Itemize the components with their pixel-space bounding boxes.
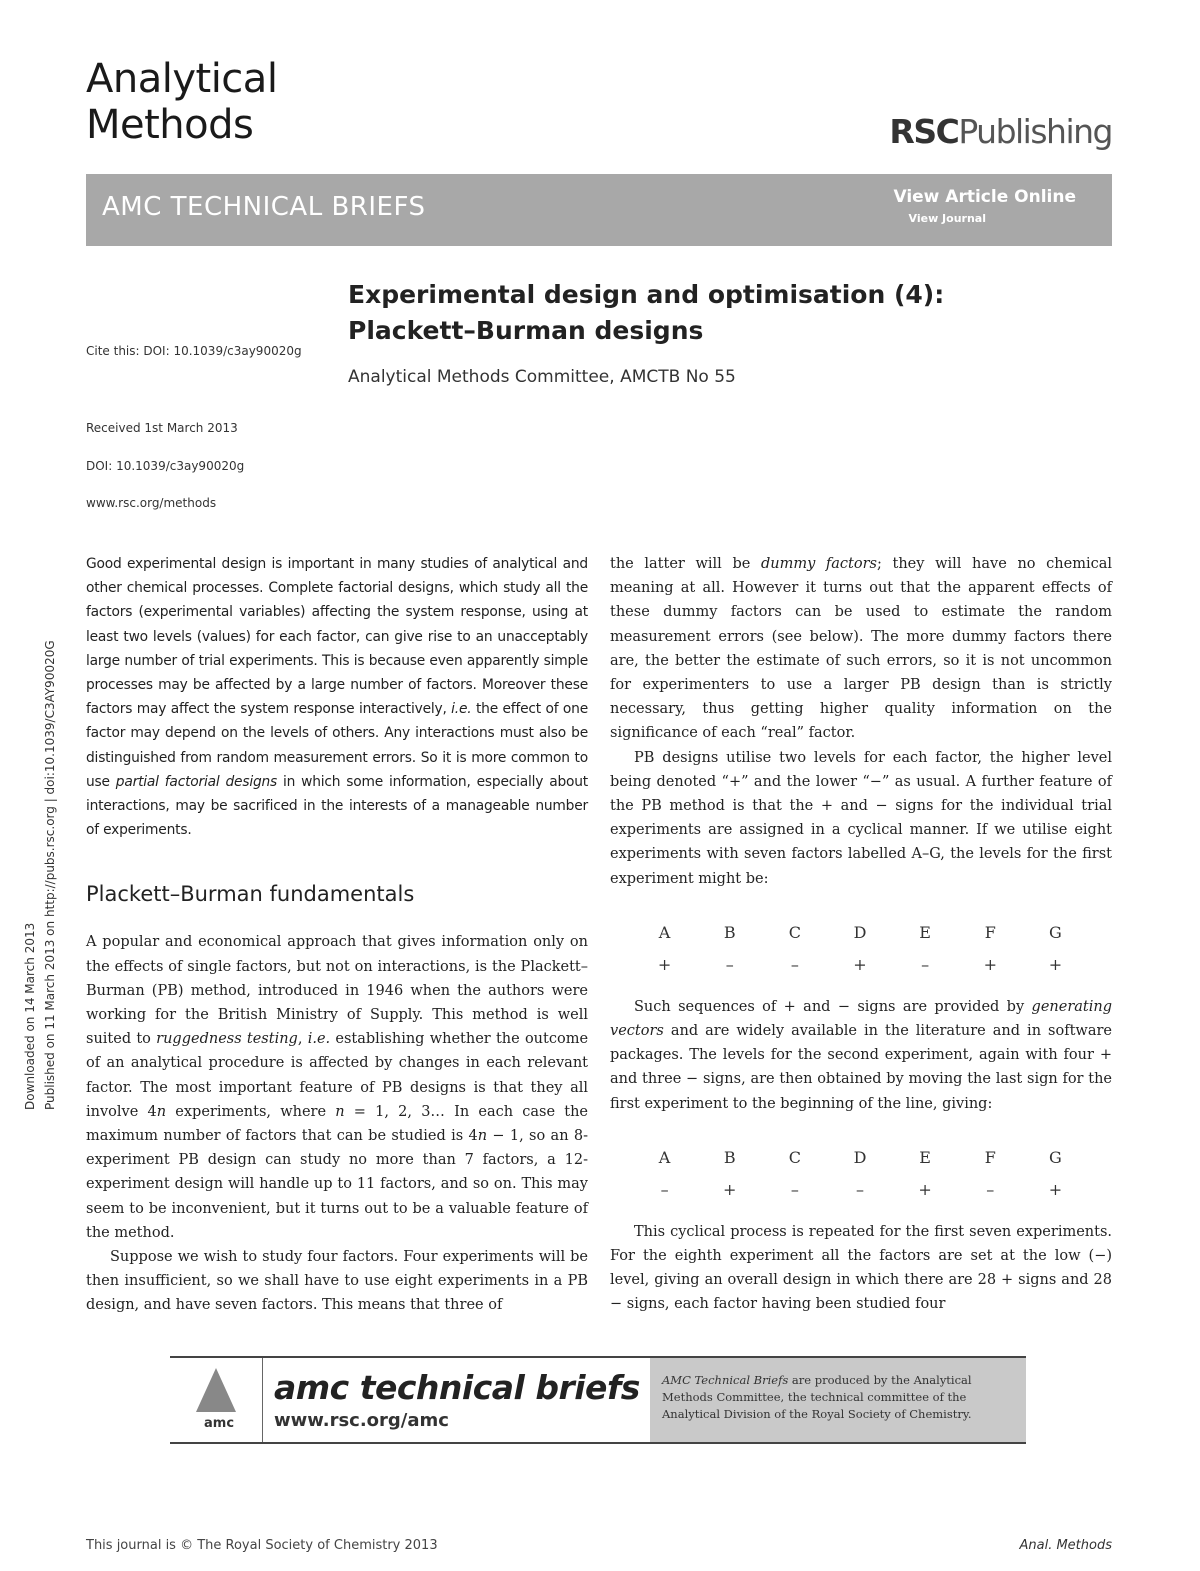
amc-banner <box>170 1356 1026 1444</box>
right-column <box>610 552 1112 1317</box>
body-paragraph-3: the latter will be dummy factors; they will have no chemical meaning at all. However it turns out that the apparent effects of these dummy factors can be used to estimate the random measurement errors (see below). The more dummy factors there are, the better the estimate of such errors, so it is not uncommon for experimenters to use a larger PB design than is strictly necessary, thus getting higher quality information on the significance of each “real” factor. <box>610 556 1112 742</box>
levels-table-1 <box>632 917 1088 981</box>
factor-label: D <box>853 1147 867 1167</box>
factor-label: A <box>658 922 671 942</box>
view-journal-link[interactable]: View Journal <box>908 212 986 225</box>
publisher-logo-light: Publishing <box>958 112 1112 151</box>
level-sign: + <box>1048 954 1063 974</box>
section-heading: Plackett–Burman fundamentals <box>86 882 415 907</box>
level-sign: + <box>1048 1179 1063 1199</box>
table-sign-row <box>632 949 1088 981</box>
doi[interactable]: DOI: 10.1039/c3ay90020g <box>86 459 245 473</box>
factor-label: C <box>788 1147 801 1167</box>
journal-title-line2: Methods <box>86 102 254 148</box>
level-sign: + <box>918 1179 932 1199</box>
section-banner <box>86 174 1112 246</box>
levels-table-2 <box>632 1142 1088 1206</box>
copyright-footer: This journal is © The Royal Society of Chemistry 2013 <box>86 1538 438 1553</box>
factor-label: B <box>723 922 736 942</box>
level-sign: – <box>660 1179 669 1199</box>
factor-label: F <box>984 922 996 942</box>
factor-label: D <box>853 922 867 942</box>
view-article-online-link[interactable]: View Article Online <box>893 187 1076 207</box>
article-authors: Analytical Methods Committee, AMCTB No 55 <box>348 367 736 387</box>
journal-title <box>86 56 277 148</box>
journal-title-line1: Analytical <box>86 56 278 102</box>
amc-logo-label: amc <box>204 1416 235 1431</box>
factor-label: F <box>984 1147 996 1167</box>
level-sign: – <box>790 954 799 974</box>
left-column <box>86 552 588 1318</box>
factor-label: E <box>919 1147 931 1167</box>
level-sign: – <box>790 1179 799 1199</box>
amc-note: AMC Technical Briefs are produced by the Analytical Methods Committee, the technical committee of the Analytical Division of the Royal Society of Chemistry. <box>662 1373 972 1421</box>
publisher-logo-bold: RSC <box>889 112 959 151</box>
journal-website-link[interactable]: www.rsc.org/methods <box>86 496 217 510</box>
factor-label: G <box>1049 1147 1062 1167</box>
body-paragraph-6: This cyclical process is repeated for the first seven experiments. For the eighth experiment all the factors are set at the low (−) level, giving an overall design in which there are 28 + signs and 28 − signs, each factor having been studied four <box>610 1223 1112 1313</box>
level-sign: + <box>983 954 997 974</box>
article-title <box>348 277 1108 349</box>
article-title-line2: Plackett–Burman designs <box>348 316 704 345</box>
factor-label: A <box>658 1147 671 1167</box>
body-paragraph-4: PB designs utilise two levels for each factor, the higher level being denoted “+” and the lower “−” as usual. A further feature of the PB method is that the + and − signs for the individual trial experiments are assigned in a cyclical manner. If we utilise eight experiments with seven factors labelled A–G, the levels for the first experiment might be: <box>610 749 1112 887</box>
level-sign: + <box>853 954 867 974</box>
peak-icon <box>196 1368 236 1412</box>
body-paragraph-5: Such sequences of + and − signs are provided by generating vectors and are widely available in the literature and in software packages. The levels for the second experiment, again with four + and three − signs, are then obtained by moving the last sign for the first experiment to the beginning of the line, giving: <box>610 998 1112 1112</box>
level-sign: – <box>986 1179 995 1199</box>
level-sign: + <box>723 1179 737 1199</box>
intro-paragraph: Good experimental design is important in many studies of analytical and other chemical processes. Complete factorial designs, which study all the factors (experimental variables) affecting the system response, using at least two levels (values) for each factor, can give rise to an unacceptably large number of trial experiments. This is because even apparently simple processes may be affected by a large number of factors. Moreover these factors may affect the system response interactively, i.e. the effect of one factor may depend on the levels of others. Any interactions must also be distinguished from random measurement errors. So it is more common to use partial factorial designs in which some information, especially about interactions, may be sacrificed in the interests of a manageable number of experiments. <box>86 556 589 839</box>
table-header-row <box>632 917 1088 949</box>
level-sign: – <box>921 954 930 974</box>
table-header-row <box>632 1142 1088 1174</box>
publisher-logo[interactable] <box>889 112 1112 151</box>
journal-abbrev-footer: Anal. Methods <box>1019 1538 1112 1553</box>
amc-url-link[interactable]: www.rsc.org/amc <box>274 1410 449 1431</box>
side-downloaded: Downloaded on 14 March 2013 <box>23 922 37 1110</box>
side-download-info <box>20 640 60 1110</box>
article-title-line1: Experimental design and optimisation (4): <box>348 280 945 309</box>
body-paragraph-2: Suppose we wish to study four factors. Four experiments will be then insufficient, so we shall have to use eight experiments in a PB design, and have seven factors. This means that three of <box>86 1249 588 1314</box>
level-sign: – <box>855 1179 864 1199</box>
factor-label: C <box>788 922 801 942</box>
level-sign: – <box>725 954 734 974</box>
amc-note-box <box>650 1358 1026 1442</box>
banner-title: AMC TECHNICAL BRIEFS <box>102 192 426 222</box>
body-paragraph-1: A popular and economical approach that gives information only on the effects of single factors, but not on interactions, is the Plackett–Burman (PB) method, introduced in 1946 when the authors were working for the British Ministry of Supply. This method is well suited to ruggedness testing, i.e. establishing whether the outcome of an analytical procedure is affected by changes in each relevant factor. The most important feature of PB designs is that they all involve 4n experiments, where n = 1, 2, 3… In each case the maximum number of factors that can be studied is 4n − 1, so an 8-experiment PB design can study no more than 7 factors, a 12-experiment design will handle up to 11 factors, and so on. This may seem to be inconvenient, but it turns out to be a valuable feature of the method. <box>86 934 589 1241</box>
amc-banner-title: amc technical briefs <box>274 1368 640 1407</box>
factor-label: B <box>723 1147 736 1167</box>
factor-label: E <box>919 922 931 942</box>
amc-logo <box>170 1358 263 1442</box>
factor-label: G <box>1049 922 1062 942</box>
side-published[interactable]: Published on 11 March 2013 on http://pubs.rsc.org | doi:10.1039/C3AY90020G <box>43 640 57 1110</box>
level-sign: + <box>657 954 672 974</box>
received-date: Received 1st March 2013 <box>86 421 238 435</box>
cite-doi: Cite this: DOI: 10.1039/c3ay90020g <box>86 344 302 358</box>
table-sign-row <box>632 1174 1088 1206</box>
